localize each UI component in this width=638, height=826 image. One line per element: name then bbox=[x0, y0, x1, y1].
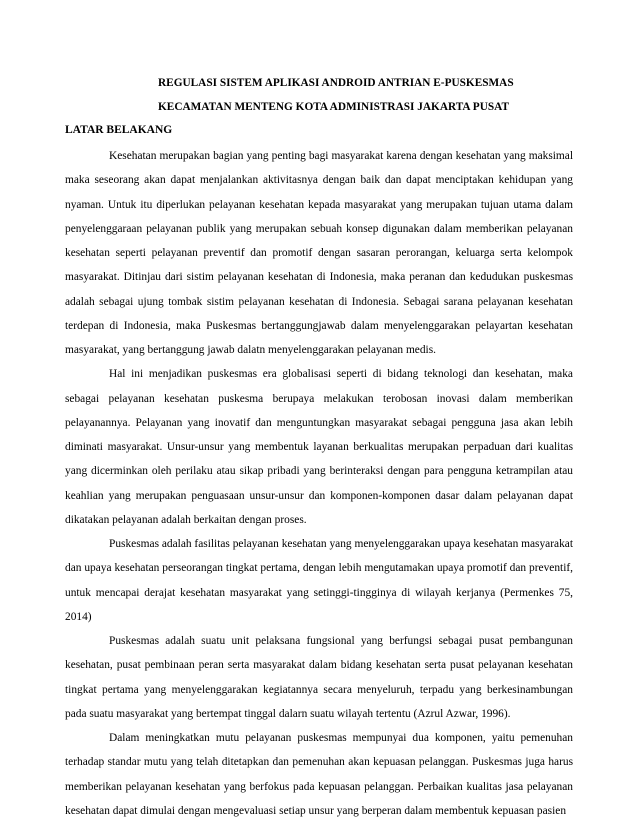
section-heading: LATAR BELAKANG bbox=[65, 124, 173, 136]
title-line-1: REGULASI SISTEM APLIKASI ANDROID ANTRIAN E-PUSKESMAS bbox=[158, 77, 514, 89]
document-body bbox=[65, 144, 573, 823]
paragraph-2: Hal ini menjadikan puskesmas era globalisasi seperti di bidang teknologi dan kesehatan, maka sebagai pelayanan kesehatan puskesma berupaya melakukan terobosan inovasi dalam memberikan pelayanannya. Pelayanan yang inovatif dan menguntungkan masyarakat sebagai pengguna jasa akan lebih diminati masyarakat. Unsur-unsur yang membentuk layanan berkualitas merupakan perpaduan dari kualitas yang dicerminkan oleh perilaku atau sikap pribadi yang berinteraksi dengan para pengguna ketrampilan atau keahlian yang merupakan penguasaan unsur-unsur dan komponen-komponen dasar dalam pelayanan dapat dikatakan pelayanan adalah berkaitan dengan proses. bbox=[65, 368, 573, 526]
document-title bbox=[158, 71, 578, 119]
paragraph-5: Dalam meningkatkan mutu pelayanan puskesmas mempunyai dua komponen, yaitu pemenuhan terhadap standar mutu yang telah ditetapkan dan pemenuhan akan kepuasan pelanggan. Puskesmas juga harus memberikan pelayanan kesehatan yang berfokus pada kepuasan pelanggan. Perbaikan kualitas jasa pelayanan kesehatan dapat dimulai dengan mengevaluasi setiap unsur yang berperan dalam membentuk kepuasan pasien bbox=[65, 732, 573, 817]
paragraph-3: Puskesmas adalah fasilitas pelayanan kesehatan yang menyelenggarakan upaya kesehatan masyarakat dan upaya kesehatan perseorangan tingkat pertama, dengan lebih mengutamakan upaya promotif dan preventif, untuk mencapai derajat kesehatan masyarakat yang setinggi-tingginya di wilayah kerjanya (Permenkes 75, 2014) bbox=[65, 538, 573, 623]
paragraph-4: Puskesmas adalah suatu unit pelaksana fungsional yang berfungsi sebagai pusat pembangunan kesehatan, pusat pembinaan peran serta masyarakat dalam bidang kesehatan serta pusat pelayanan kesehatan tingkat pertama yang menyelenggarakan kegiatannya secara menyeluruh, terpadu yang berkesinambungan pada suatu masyarakat yang bertempat tinggal dalarn suatu wilayah tertentu (Azrul Azwar, 1996). bbox=[65, 635, 573, 720]
title-line-2: KECAMATAN MENTENG KOTA ADMINISTRASI JAKARTA PUSAT bbox=[158, 101, 509, 113]
paragraph-1: Kesehatan merupakan bagian yang penting bagi masyarakat karena dengan kesehatan yang maksimal maka seseorang akan dapat menjalankan aktivitasnya dengan baik dan dapat menciptakan kehidupan yang nyaman. Untuk itu diperlukan pelayanan kesehatan kepada masyarakat yang merupakan tujuan utama dalam penyelenggaraan pelayanan publik yang merupakan sebuah konsep digunakan dalam memberikan pelayanan kesehatan seperti pelayanan preventif dan promotif dengan sasaran perorangan, keluarga serta kelompok masyarakat. Ditinjau dari sistim pelayanan kesehatan di Indonesia, maka peranan dan kedudukan puskesmas adalah sebagai ujung tombak sistim pelayanan kesehatan di Indonesia. Sebagai sarana pelayanan kesehatan terdepan di Indonesia, maka Puskesmas bertanggungjawab dalam menyelenggarakan pelayartan kesehatan masyarakat, yang bertanggung jawab dalatn menyelenggarakan pelayanan medis. bbox=[65, 150, 573, 356]
